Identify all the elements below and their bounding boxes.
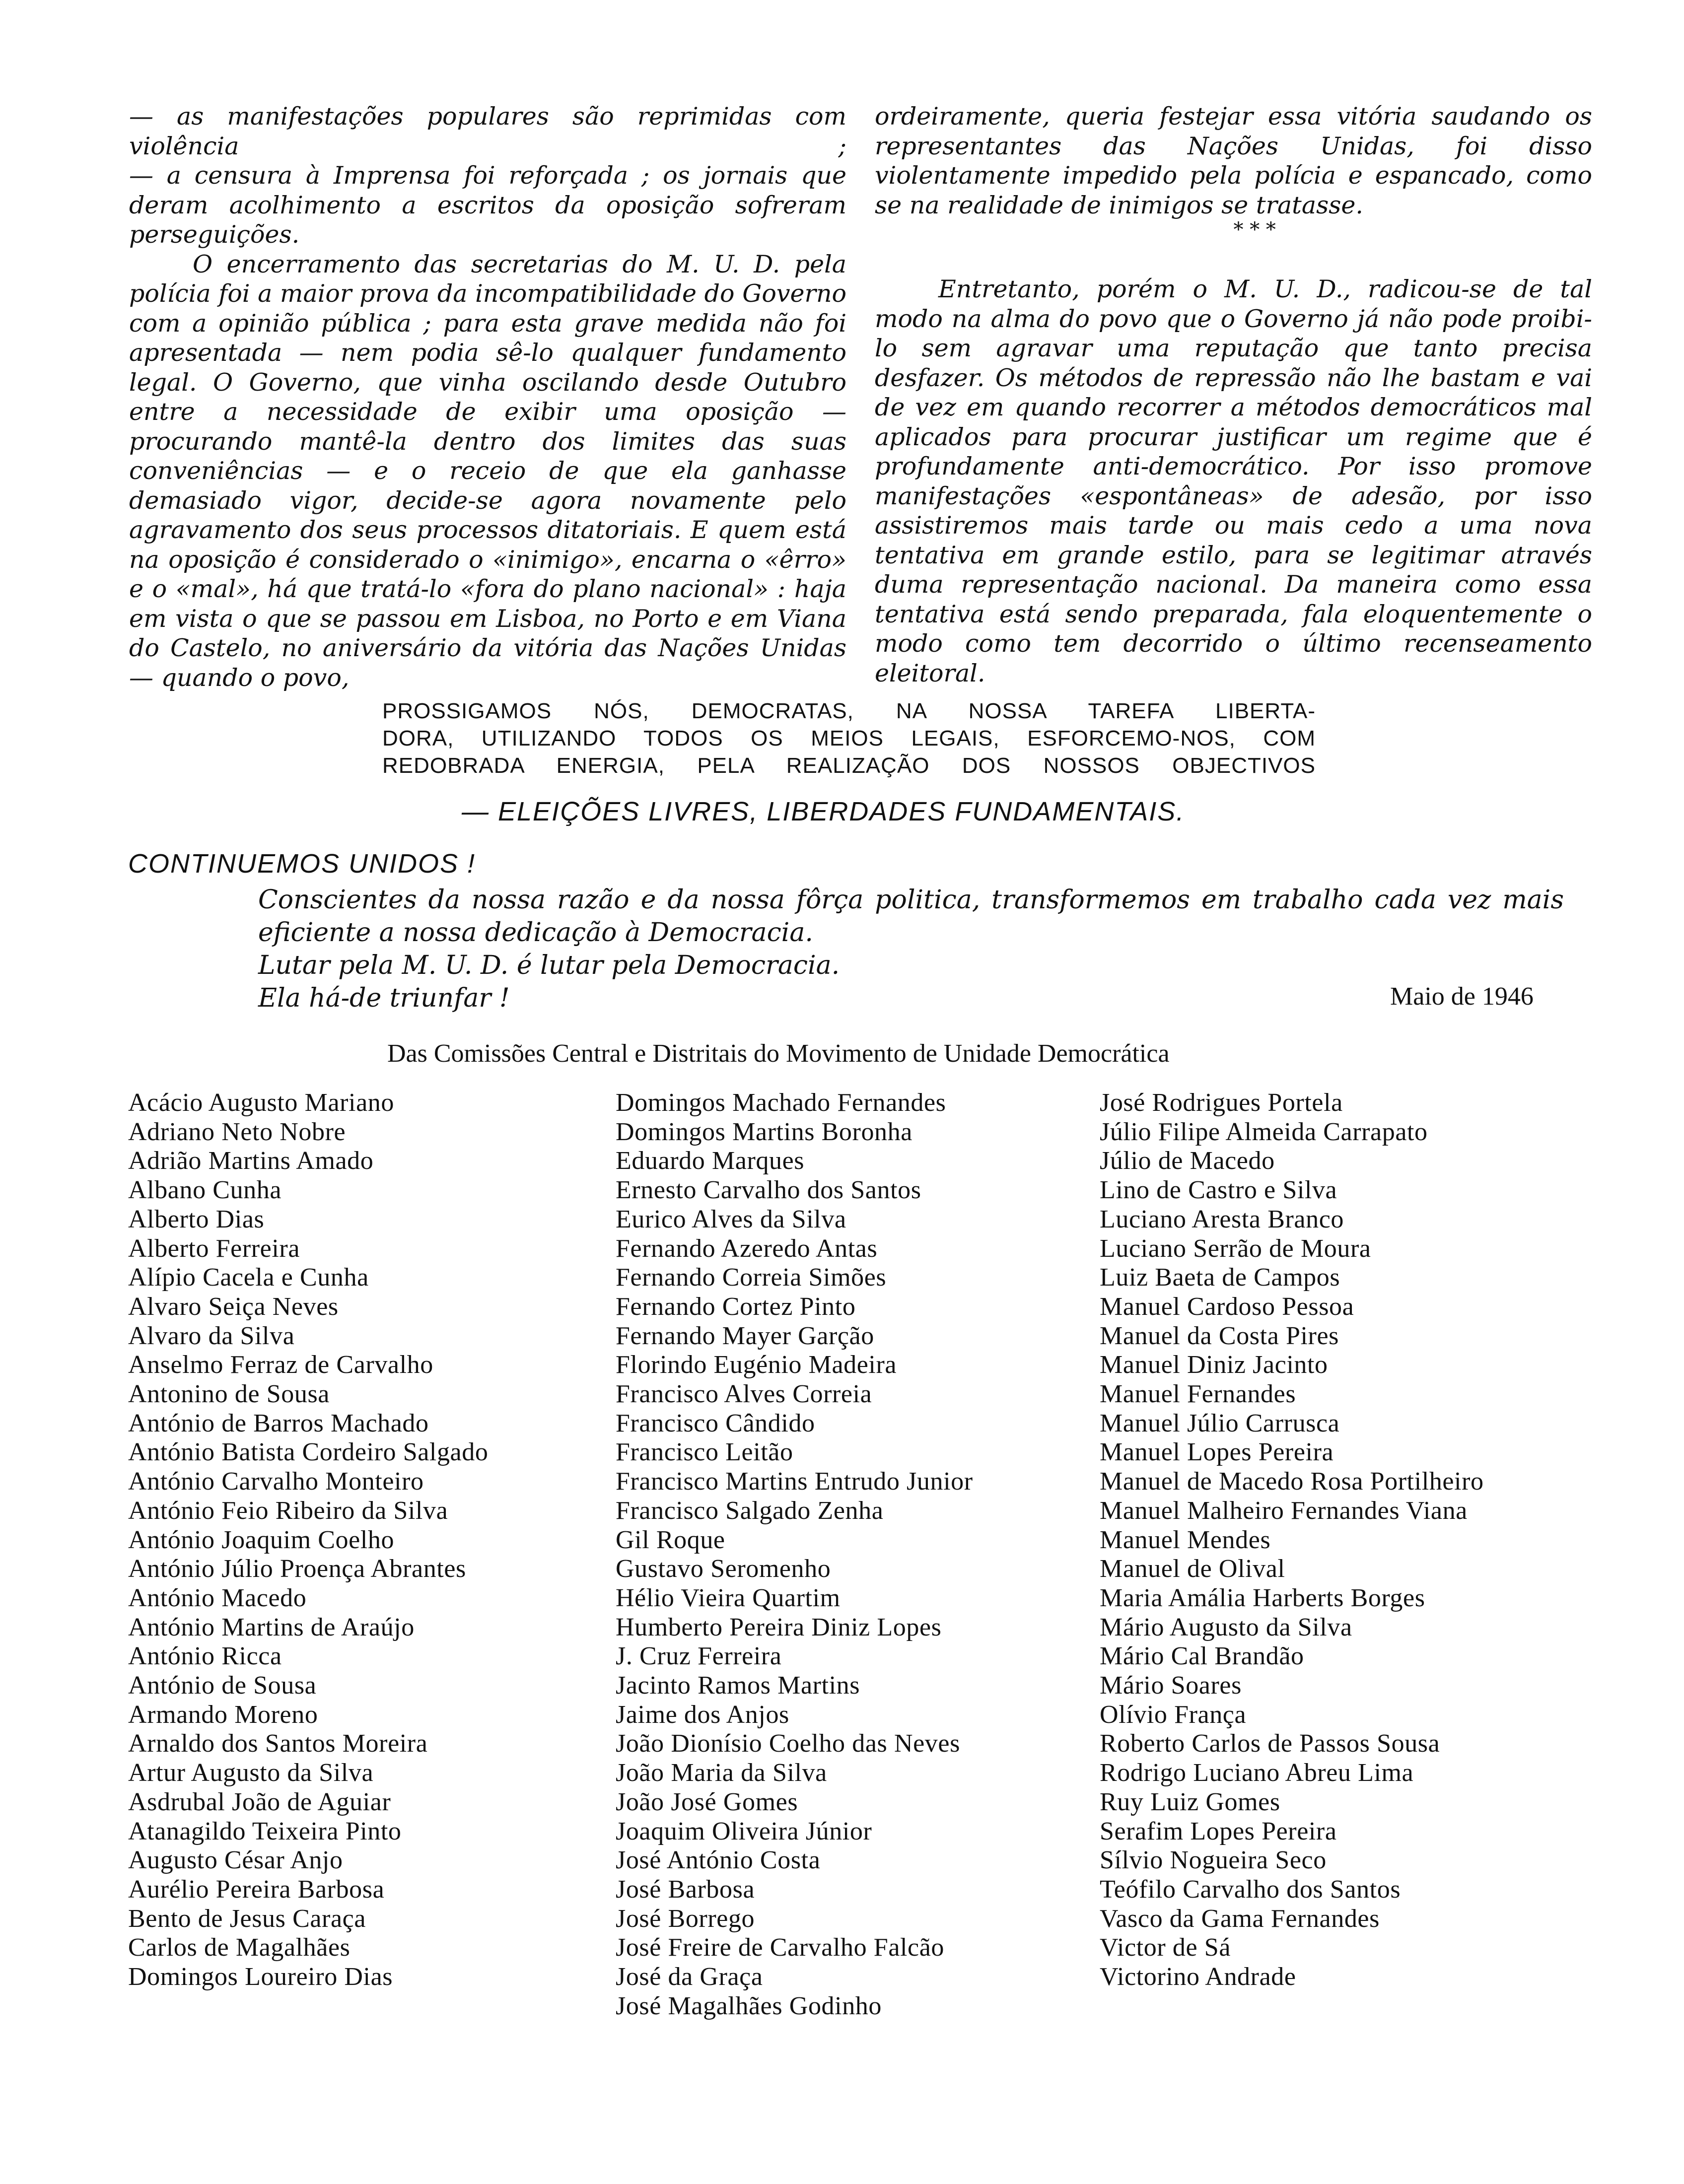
signatory-name: João José Gomes (616, 1787, 798, 1816)
signatory-name: José da Graça (616, 1963, 763, 1991)
slogan: — ELEIÇÕES LIVRES, LIBERDADES FUNDAMENTAIS. (462, 797, 1185, 826)
signatory-name: Humberto Pereira Diniz Lopes (616, 1613, 942, 1641)
signatory-name: Ernesto Carvalho dos Santos (616, 1176, 921, 1205)
signatory-name: Gustavo Seromenho (616, 1555, 831, 1583)
signatory-name: Rodrigo Luciano Abreu Lima (1100, 1759, 1414, 1787)
signatory-name: Jaime dos Anjos (616, 1700, 789, 1729)
signatory-name: António Feio Ribeiro da Silva (128, 1496, 448, 1525)
signatory-name: Domingos Machado Fernandes (616, 1089, 946, 1117)
signatory-name: José Magalhães Godinho (616, 1991, 882, 2020)
signatory-name: António Júlio Proença Abrantes (128, 1555, 466, 1583)
appeal-line: DORA, UTILIZANDO TODOS OS MEIOS LEGAIS, ESFORCEMO-NOS, COM (382, 726, 1316, 751)
signatory-name: Manuel Fernandes (1100, 1380, 1296, 1409)
signatory-name: Florindo Eugénio Madeira (616, 1351, 897, 1379)
signatory-name: Francisco Alves Correia (616, 1380, 872, 1409)
signatory-name: António Martins de Araújo (128, 1613, 415, 1641)
section-separator (875, 220, 1592, 274)
signatory-name: Alvaro Seiça Neves (128, 1292, 339, 1321)
signatories-column-2 (616, 1089, 973, 2021)
closing-line: Lutar pela M. U. D. é lutar pela Democracia. (258, 951, 840, 980)
signatory-name: Eduardo Marques (616, 1147, 805, 1175)
signatories-column-1 (128, 1089, 488, 1992)
signatory-name: Adrião Martins Amado (128, 1147, 374, 1175)
closing-paragraph (258, 884, 1564, 1015)
signatory-name: Eurico Alves da Silva (616, 1205, 846, 1233)
signatory-name: Manuel Mendes (1100, 1525, 1271, 1554)
signatory-name: António de Barros Machado (128, 1409, 429, 1437)
signatory-name: Alberto Dias (128, 1205, 265, 1233)
asterism-separator: * * * (1233, 218, 1276, 241)
paragraph-censorship: — a censura à Imprensa foi reforçada ; os jornais que deram acolhimento a escritos da oposição sofreram perseguições. (129, 161, 846, 249)
signatory-name: Acácio Augusto Mariano (128, 1089, 394, 1117)
continuemos-heading: CONTINUEMOS UNIDOS ! (128, 849, 476, 879)
signatory-name: Luciano Aresta Branco (1100, 1205, 1344, 1233)
signatory-name: Domingos Martins Boronha (616, 1117, 912, 1146)
signatory-name: Mário Cal Brandão (1100, 1642, 1304, 1671)
signatory-name: Alberto Ferreira (128, 1234, 300, 1263)
signatory-name: Augusto César Anjo (128, 1846, 343, 1875)
signatory-name: Victorino Andrade (1100, 1963, 1296, 1991)
signatory-name: Francisco Cândido (616, 1409, 815, 1437)
signatory-name: Mário Augusto da Silva (1100, 1613, 1352, 1641)
signatory-name: Júlio Filipe Almeida Carrapato (1100, 1117, 1428, 1146)
signatory-name: Fernando Cortez Pinto (616, 1292, 856, 1321)
signatory-name: Manuel Cardoso Pessoa (1100, 1292, 1354, 1321)
signatory-name: Luiz Baeta de Campos (1100, 1263, 1340, 1292)
signatory-name: António Macedo (128, 1583, 307, 1612)
signatory-name: Mário Soares (1100, 1671, 1242, 1700)
signatory-name: Artur Augusto da Silva (128, 1759, 374, 1787)
signatory-name: Anselmo Ferraz de Carvalho (128, 1351, 433, 1379)
appeal-line: REDOBRADA ENERGIA, PELA REALIZAÇÃO DOS NOSSOS OBJECTIVOS (382, 753, 1316, 778)
signatory-name: Sílvio Nogueira Seco (1100, 1846, 1327, 1875)
signatory-name: Maria Amália Harberts Borges (1100, 1583, 1425, 1612)
closing-line: Conscientes da nossa razão e da nossa fôrça politica, transformemos em trabalho cada vez mais (258, 885, 1564, 915)
signatory-name: Ruy Luiz Gomes (1100, 1787, 1280, 1816)
signatory-name: Asdrubal João de Aguiar (128, 1787, 391, 1816)
appeal-block (382, 697, 1316, 779)
paragraph-mud-rooted: Entretanto, porém o M. U. D., radicou-se de tal modo na alma do povo que o Governo já não pode proibi-lo sem agravar uma reputação que tanto precisa desfazer. Os métodos de repressão não lhe bastam e vai de vez em quando recorrer a métodos democráticos mal aplicados para procurar justificar um regime que é profundamente anti-democrático. Por isso promove manifestações «espontâneas» de adesão, por isso assistiremos mais tarde ou mais cedo a uma nova tentativa em grande estilo, para se legitimar através duma representação nacional. Da maneira como essa tentativa está sendo preparada, fala eloquentemente o modo como tem decorrido o último recenseamento eleitoral. (875, 275, 1592, 687)
signatory-name: Manuel Diniz Jacinto (1100, 1351, 1328, 1379)
signatory-name: Albano Cunha (128, 1176, 282, 1205)
signatory-name: Manuel de Macedo Rosa Portilheiro (1100, 1467, 1484, 1496)
signatory-name: António Ricca (128, 1642, 282, 1671)
closing-line: eficiente a nossa dedicação à Democracia. (258, 918, 813, 948)
signatory-name: António Carvalho Monteiro (128, 1467, 424, 1496)
signatory-name: Fernando Correia Simões (616, 1263, 887, 1292)
paragraph-victory-celebration: ordeiramente, queria festejar essa vitória saudando os representantes das Nações Unidas, foi disso violentamente impedido pela polícia e espancado, como se na realidade de inimigos se tratasse. (875, 102, 1592, 219)
paragraph-repression: — as manifestações populares são reprimidas com violência ; (129, 102, 846, 160)
signatory-name: Victor de Sá (1100, 1933, 1231, 1962)
signatory-name: Adriano Neto Nobre (128, 1117, 346, 1146)
signatory-name: Arnaldo dos Santos Moreira (128, 1729, 428, 1758)
signatory-name: Francisco Martins Entrudo Junior (616, 1467, 973, 1496)
signatory-name: Manuel Júlio Carrusca (1100, 1409, 1340, 1437)
signatory-name: José Barbosa (616, 1875, 755, 1904)
signatory-name: Serafim Lopes Pereira (1100, 1817, 1337, 1845)
signatory-name: Antonino de Sousa (128, 1380, 330, 1409)
signatory-name: Domingos Loureiro Dias (128, 1963, 393, 1991)
signatory-name: José Rodrigues Portela (1100, 1089, 1343, 1117)
signatory-name: Hélio Vieira Quartim (616, 1583, 841, 1612)
signatory-name: José Borrego (616, 1904, 755, 1933)
signatory-name: Manuel Lopes Pereira (1100, 1438, 1334, 1467)
signatory-name: Júlio de Macedo (1100, 1147, 1275, 1175)
signatory-name: Francisco Salgado Zenha (616, 1496, 884, 1525)
signatory-name: Manuel da Costa Pires (1100, 1321, 1339, 1350)
signatory-name: Fernando Azeredo Antas (616, 1234, 878, 1263)
closing-line: Ela há-de triunfar ! (258, 983, 510, 1013)
signatory-name: Jacinto Ramos Martins (616, 1671, 860, 1700)
signatory-name: Alípio Cacela e Cunha (128, 1263, 369, 1292)
signatory-name: Roberto Carlos de Passos Sousa (1100, 1729, 1440, 1758)
text-column-left (129, 102, 846, 692)
signatory-name: Joaquim Oliveira Júnior (616, 1817, 872, 1845)
signatory-name: João Maria da Silva (616, 1759, 827, 1787)
signatory-name: Bento de Jesus Caraça (128, 1904, 366, 1933)
signatory-name: António Batista Cordeiro Salgado (128, 1438, 489, 1467)
signatory-name: Teófilo Carvalho dos Santos (1100, 1875, 1401, 1904)
signatory-name: Luciano Serrão de Moura (1100, 1234, 1371, 1263)
text-column-right (875, 102, 1592, 688)
signatory-name: Fernando Mayer Garção (616, 1321, 874, 1350)
signatory-name: J. Cruz Ferreira (616, 1642, 782, 1671)
signatory-name: Francisco Leitão (616, 1438, 793, 1467)
signatory-name: José Freire de Carvalho Falcão (616, 1933, 945, 1962)
signatory-name: Carlos de Magalhães (128, 1933, 351, 1962)
signatory-name: Aurélio Pereira Barbosa (128, 1875, 385, 1904)
signatory-name: António de Sousa (128, 1671, 317, 1700)
paragraph-closure-secretariats: O encerramento das secretarias do M. U. D. pela polícia foi a maior prova da incompatibilidade do Governo com a opinião pública ; para esta grave medida não foi apresentada — nem podia sê-lo qualquer fundamento legal. O Governo, que vinha oscilando desde Outubro entre a necessidade de exibir uma oposição — procurando mantê-la dentro dos limites das suas conveniências — e o receio de que ela ganhasse demasiado vigor, decide-se agora novamente pelo agravamento dos seus processos ditatoriais. E quem está na oposição é considerado o «inimigo», encarna o «êrro» e o «mal», há que tratá-lo «fora do plano nacional» : haja em vista o que se passou em Lisboa, no Porto e em Viana do Castelo, no aniversário da vitória das Nações Unidas — quando o povo, (129, 250, 846, 692)
signatory-name: José António Costa (616, 1846, 821, 1875)
signatory-name: Armando Moreno (128, 1700, 318, 1729)
signatory-name: Olívio França (1100, 1700, 1247, 1729)
signatory-name: Lino de Castro e Silva (1100, 1176, 1337, 1205)
signatory-name: Manuel de Olival (1100, 1555, 1285, 1583)
signatory-name: João Dionísio Coelho das Neves (616, 1729, 960, 1758)
signatory-name: Gil Roque (616, 1525, 725, 1554)
document-date: Maio de 1946 (1390, 982, 1534, 1011)
signatory-name: Atanagildo Teixeira Pinto (128, 1817, 402, 1845)
appeal-line: PROSSIGAMOS NÓS, DEMOCRATAS, NA NOSSA TAREFA LIBERTA- (382, 699, 1316, 723)
signatories-heading: Das Comissões Central e Distritais do Movimento de Unidade Democrática (387, 1039, 1170, 1068)
signatory-name: Vasco da Gama Fernandes (1100, 1904, 1380, 1933)
signatory-name: Alvaro da Silva (128, 1321, 295, 1350)
signatory-name: Manuel Malheiro Fernandes Viana (1100, 1496, 1468, 1525)
signatories-column-3 (1100, 1089, 1484, 1992)
signatory-name: António Joaquim Coelho (128, 1525, 395, 1554)
